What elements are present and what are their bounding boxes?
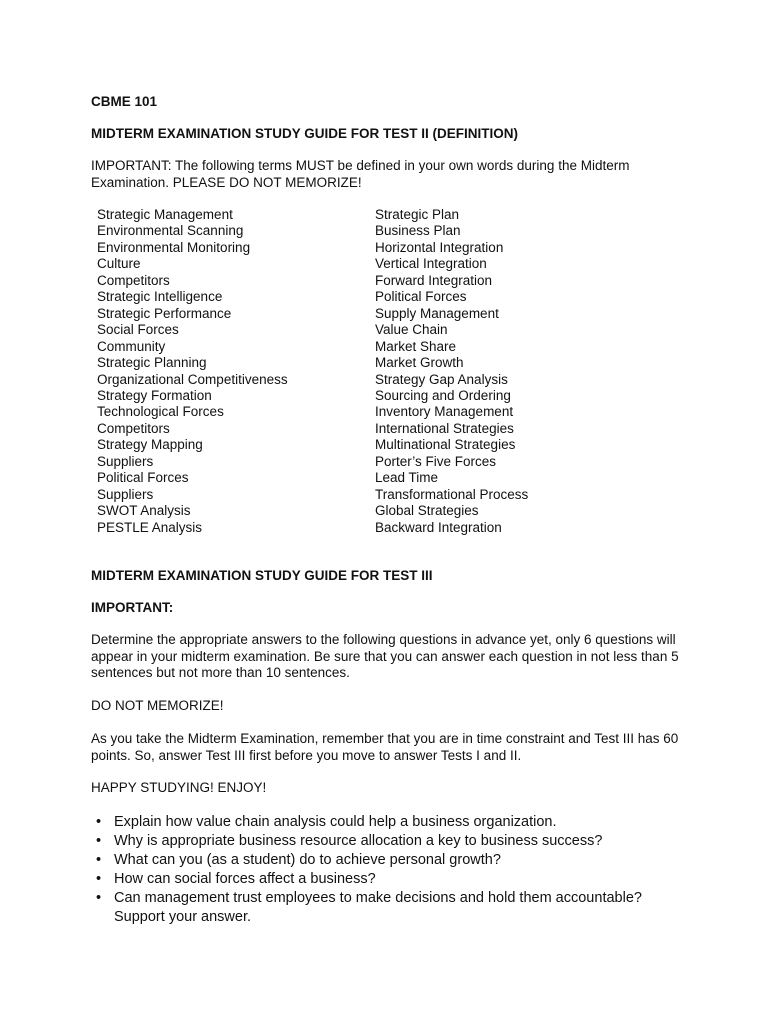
- term-item: International Strategies: [375, 420, 514, 436]
- terms-list-right: [375, 207, 528, 536]
- term-item: Strategic Planning: [97, 355, 207, 371]
- term-item: Community: [97, 338, 166, 354]
- time-constraint-note: As you take the Midterm Examination, remember that you are in time constraint and Test III has 60 points. So, answer Test III first before you move to answer Tests I and II.: [91, 731, 679, 763]
- term-item: Porter’s Five Forces: [375, 453, 497, 469]
- term-item: Suppliers: [97, 453, 154, 469]
- term-item: Vertical Integration: [375, 256, 487, 272]
- question-text: How can social forces affect a business?: [114, 871, 376, 887]
- test3-instructions: Determine the appropriate answers to the following questions in advance yet, only 6 questions will appear in your midterm examination. Be sure that you can answer each question in not less than 5 sentences but not more than 10 sentences.: [91, 632, 679, 680]
- question-item: [90, 889, 690, 927]
- bullet-icon: •: [96, 833, 102, 849]
- test2-title: MIDTERM EXAMINATION STUDY GUIDE FOR TEST II (DEFINITION): [91, 126, 518, 141]
- question-text: Can management trust employees to make decisions and hold them accountable? Support your answer.: [114, 890, 642, 925]
- term-item: Competitors: [97, 272, 170, 288]
- term-item: Suppliers: [97, 486, 154, 502]
- term-item: Strategy Mapping: [97, 437, 203, 453]
- term-item: Culture: [97, 256, 141, 272]
- questions-list: [90, 813, 690, 927]
- term-item: Political Forces: [375, 289, 467, 305]
- term-item: Strategic Performance: [97, 305, 232, 321]
- question-item: [90, 851, 690, 870]
- term-item: Business Plan: [375, 223, 461, 239]
- term-item: Strategic Plan: [375, 207, 460, 222]
- term-item: Global Strategies: [375, 503, 479, 519]
- term-item: Supply Management: [375, 305, 499, 321]
- sign-off-text: HAPPY STUDYING! ENJOY!: [91, 780, 267, 795]
- term-item: Market Share: [375, 338, 457, 354]
- question-item: [90, 870, 690, 889]
- term-item: Horizontal Integration: [375, 239, 504, 255]
- term-item: Forward Integration: [375, 272, 493, 288]
- term-item: Environmental Scanning: [97, 223, 244, 239]
- term-item: Multinational Strategies: [375, 437, 516, 453]
- do-not-memorize-note: DO NOT MEMORIZE!: [91, 698, 224, 713]
- term-item: Sourcing and Ordering: [375, 387, 511, 403]
- question-text: Why is appropriate business resource allocation a key to business success?: [114, 833, 603, 849]
- term-item: Strategy Gap Analysis: [375, 371, 508, 387]
- term-item: Environmental Monitoring: [97, 239, 251, 255]
- bullet-icon: •: [96, 871, 102, 887]
- term-item: Technological Forces: [97, 404, 224, 420]
- question-item: [90, 832, 690, 851]
- course-code: CBME 101: [91, 94, 158, 109]
- term-item: Inventory Management: [375, 404, 514, 420]
- term-item: Strategic Intelligence: [97, 289, 223, 305]
- term-item: Lead Time: [375, 470, 439, 486]
- bullet-icon: •: [96, 852, 102, 868]
- term-item: SWOT Analysis: [97, 503, 191, 519]
- term-item: PESTLE Analysis: [97, 519, 203, 535]
- term-item: Competitors: [97, 420, 170, 436]
- term-item: Social Forces: [97, 322, 179, 338]
- question-text: What can you (as a student) do to achieve personal growth?: [114, 852, 501, 868]
- bullet-icon: •: [96, 814, 102, 830]
- terms-list-left: [97, 207, 288, 536]
- test2-important-note: IMPORTANT: The following terms MUST be defined in your own words during the Midterm Examination. PLEASE DO NOT MEMORIZE!: [91, 158, 630, 190]
- term-item: Value Chain: [375, 322, 448, 338]
- term-item: Organizational Competitiveness: [97, 371, 288, 387]
- test3-title: MIDTERM EXAMINATION STUDY GUIDE FOR TEST III: [91, 568, 433, 583]
- term-item: Political Forces: [97, 470, 189, 486]
- question-text: Explain how value chain analysis could help a business organization.: [114, 814, 557, 830]
- term-item: Strategy Formation: [97, 387, 212, 403]
- term-item: Strategic Management: [97, 207, 233, 222]
- question-item: [90, 813, 690, 832]
- term-item: Transformational Process: [375, 486, 529, 502]
- term-item: Market Growth: [375, 355, 464, 371]
- bullet-icon: •: [96, 890, 102, 906]
- term-item: Backward Integration: [375, 519, 502, 535]
- test3-important-label: IMPORTANT:: [91, 600, 174, 615]
